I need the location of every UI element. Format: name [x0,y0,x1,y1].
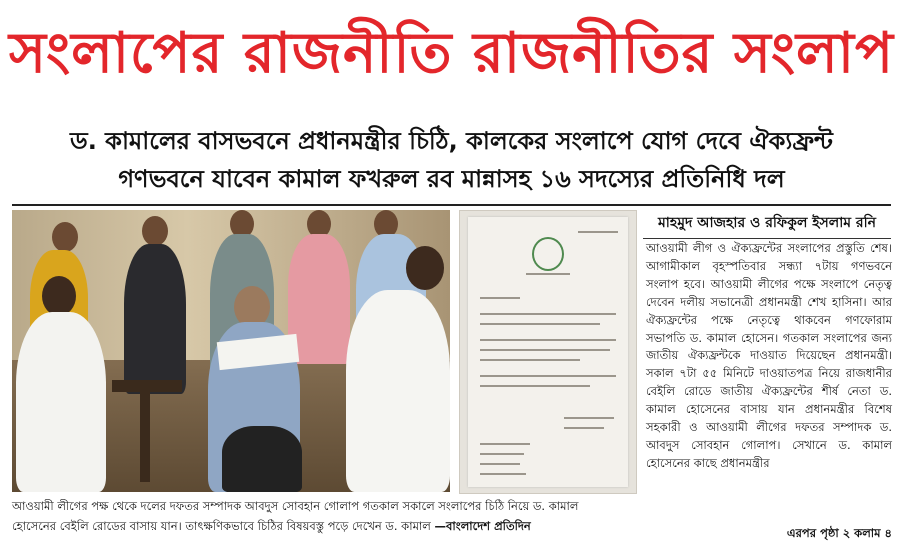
caption-line-2 [12,516,531,536]
headline: সংলাপের রাজনীতি রাজনীতির সংলাপ [8,21,894,86]
byline: মাহমুদ আজহার ও রফিকুল ইসলাম রনি [658,215,876,231]
article-body [646,240,892,473]
photo-caption [12,496,579,536]
caption-line-1: আওয়ামী লীগের পক্ষ থেকে দলের দফতর সম্পাদক আবদুস সোবহান গোলাপ গতকাল সকালে সংলাপের চিঠি নিয়ে ড. কামাল [12,499,579,513]
letter-sheet [468,217,628,487]
subheadline-2: গণভবনে যাবেন কামাল ফখরুল রব মান্নাসহ ১৬ সদস্যের প্রতিনিধি দল [118,165,785,193]
caption-line-2-text: হোসেনের বেইলি রোডের বাসায় যান। তাৎক্ষণিকভাবে চিঠির বিষয়বস্তু পড়ে দেখেন ড. কামাল [12,519,431,533]
continued-link[interactable]: এরপর পৃষ্ঠা ২ কলাম ৪ [786,526,892,540]
byline-divider [643,238,891,239]
letter-image [459,210,637,494]
photo-credit: —বাংলাদেশ প্রতিদিন [434,519,531,533]
subheadline-1: ড. কামালের বাসভবনে প্রধানমন্ত্রীর চিঠি, কালকের সংলাপে যোগ দেবে ঐক্যফ্রন্ট [70,127,833,155]
news-photo [12,210,450,492]
government-seal-icon [532,237,564,271]
divider [12,204,891,206]
article-paragraph: আওয়ামী লীগ ও ঐক্যফ্রন্টের সংলাপের প্রস্তুতি শেষ। আগামীকাল বৃহস্পতিবার সন্ধ্যা ৭টায় গণভবনে সংলাপ হবে। আওয়ামী লীগের পক্ষে সংলাপে নেতৃত্ব দেবেন দলীয় সভানেত্রী প্রধানমন্ত্রী শেখ হাসিনা। আর ঐক্যফ্রন্টের পক্ষে নেতৃত্বে থাকবেন গণফোরাম সভাপতি ড. কামাল হোসেন। গতকাল সংলাপের জন্য জাতীয় ঐক্যফ্রন্টকে দাওয়াত দিয়েছেন প্রধানমন্ত্রী। সকাল ৭টা ৫৫ মিনিটে দাওয়াতপত্র নিয়ে রাজধানীর বেইলি রোডে জাতীয় ঐক্যফ্রন্টের শীর্ষ নেতা ড. কামাল হোসেনের বাসায় যান প্রধানমন্ত্রীর বিশেষ সহকারী ও আওয়ামী লীগের দফতর সম্পাদক ড. আবদুস সোবহান গোলাপ। সেখানে ড. কামাল হোসেনের কাছে প্রধানমন্ত্রীর [646,241,892,470]
